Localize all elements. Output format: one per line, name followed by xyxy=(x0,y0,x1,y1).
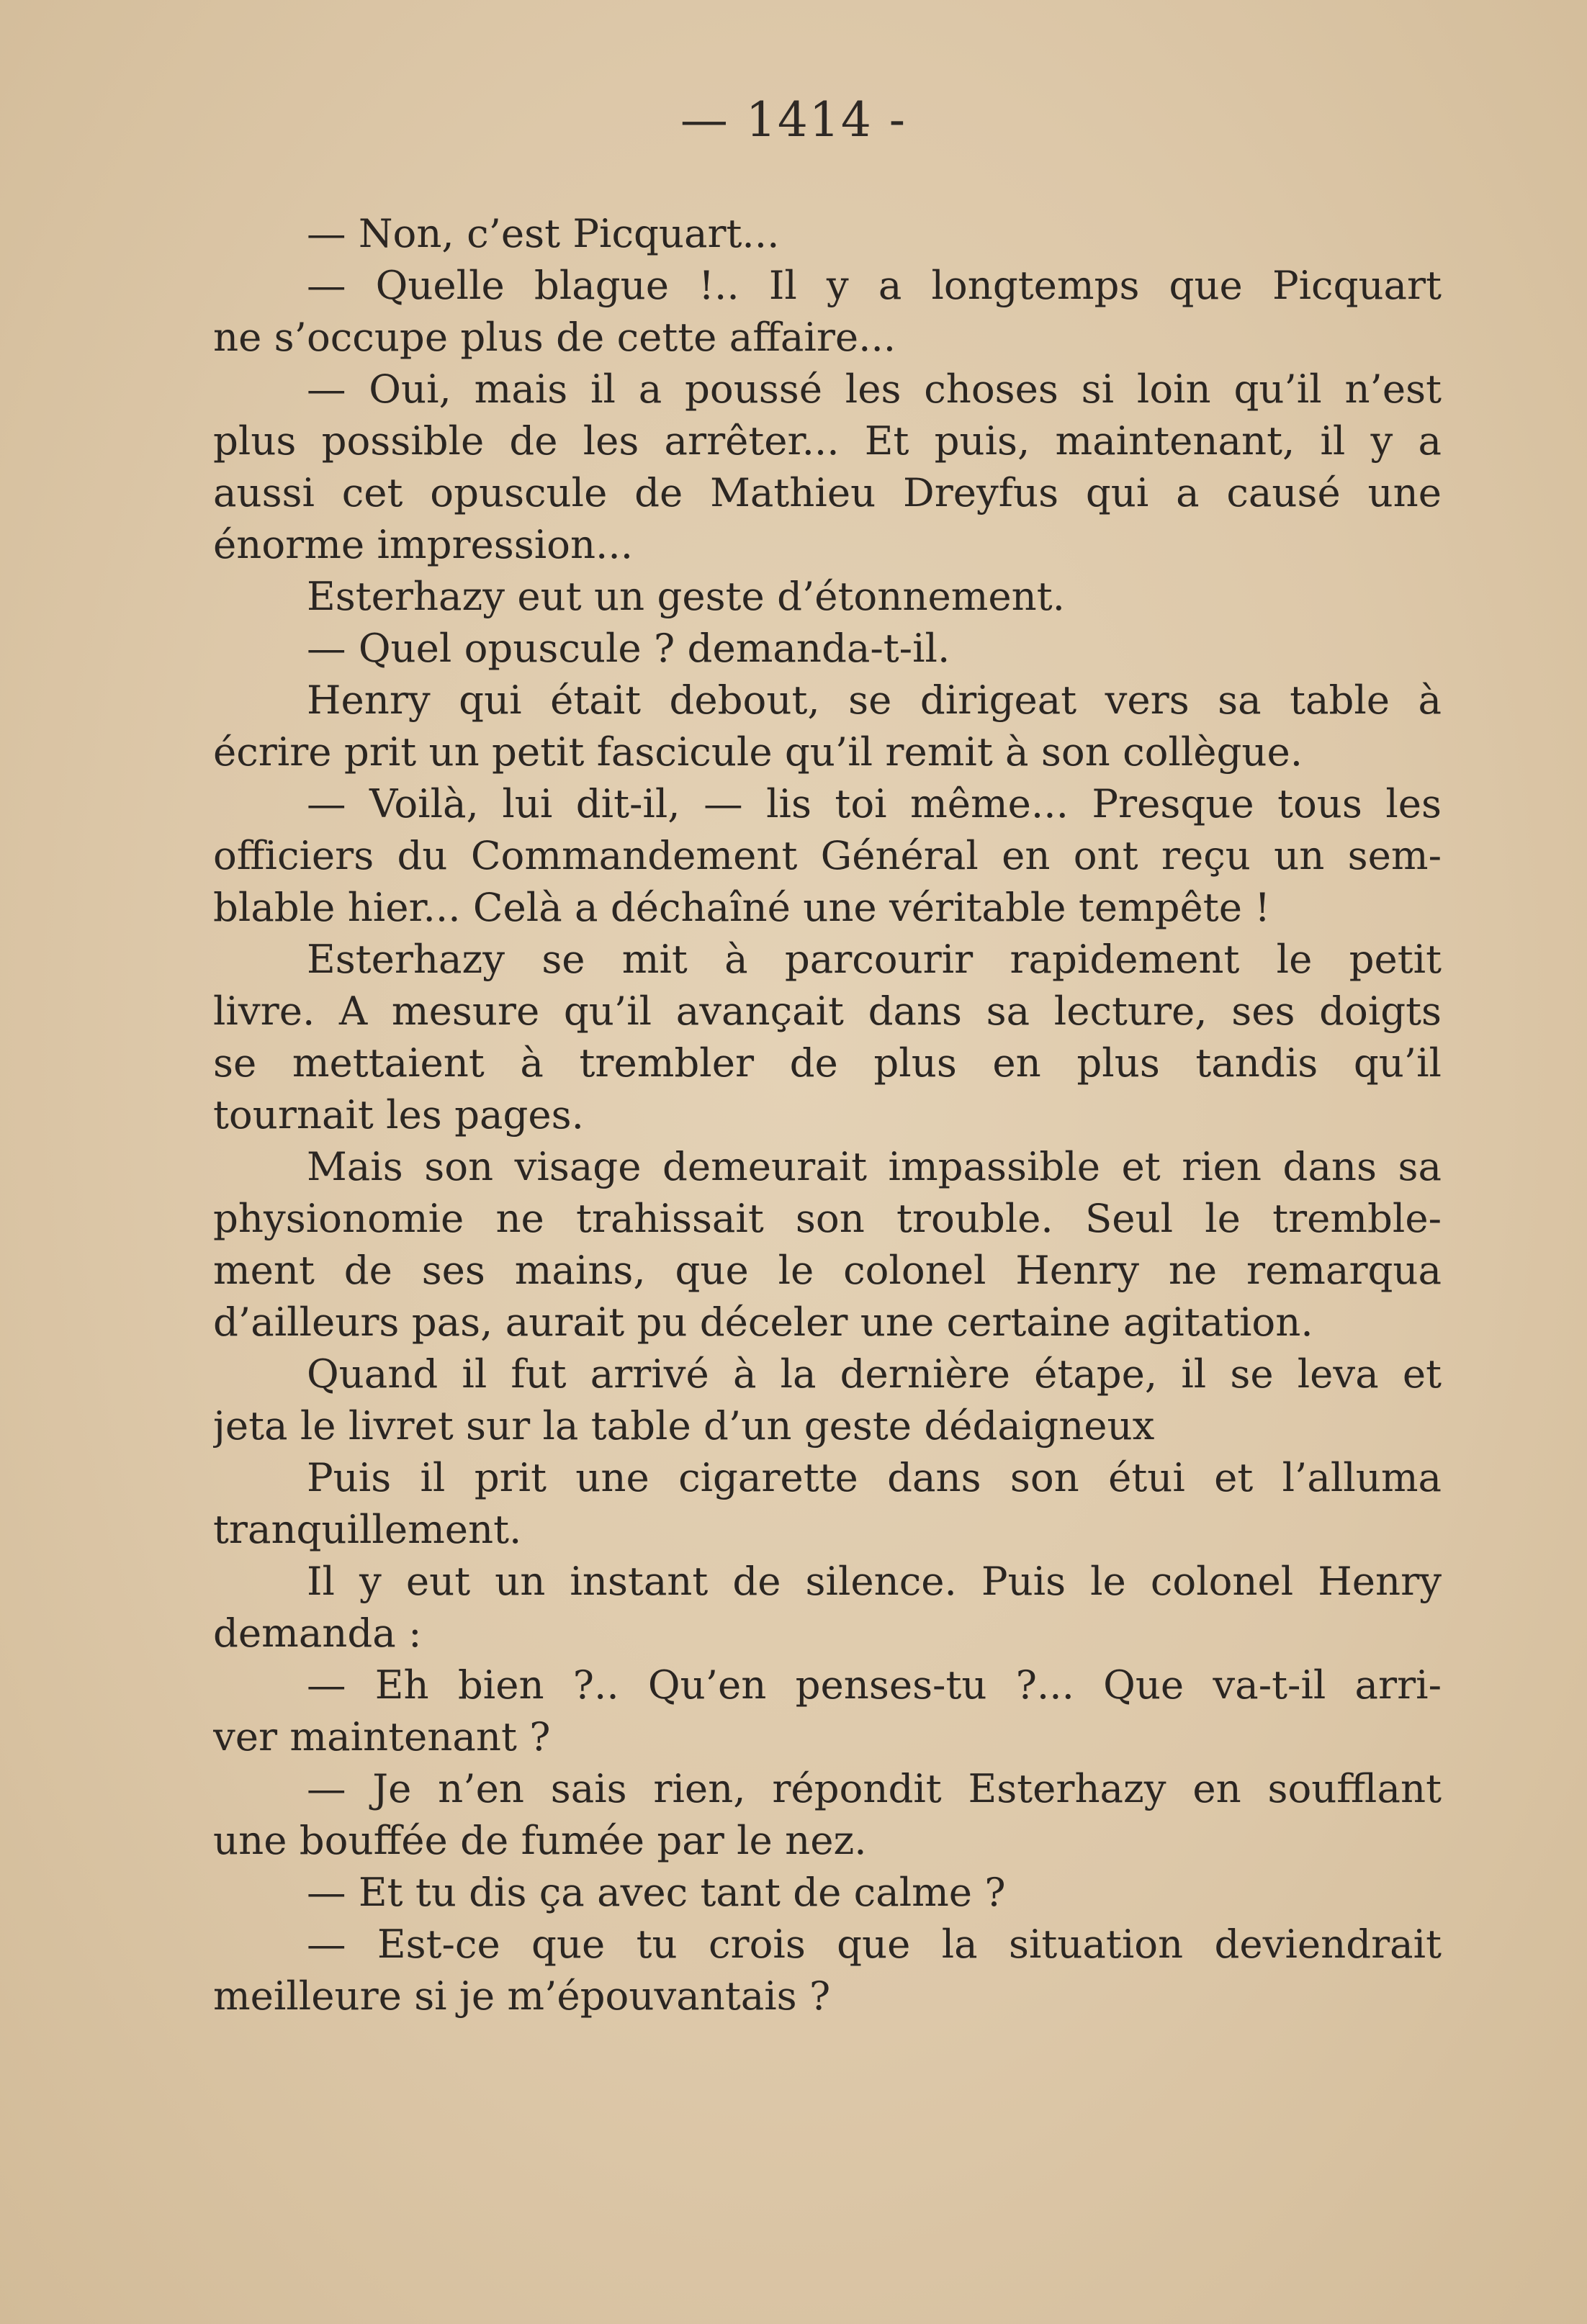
text-line: — Oui, mais il a poussé les choses si loin qu’il n’est xyxy=(307,366,1442,412)
text-line: — Je n’en sais rien, répondit Esterhazy en soufflant xyxy=(307,1765,1442,1811)
text-line: Quand il fut arrivé à la dernière étape, il se leva et xyxy=(307,1351,1442,1397)
text-line: tranquillement. xyxy=(213,1506,522,1552)
text-line: ne s’occupe plus de cette affaire... xyxy=(213,314,896,360)
text-line: — Quel opuscule ? demanda-t-il. xyxy=(307,625,950,671)
text-line: plus possible de les arrêter... Et puis, maintenant, il y a xyxy=(213,418,1442,464)
text-line: — Eh bien ?.. Qu’en penses-tu ?... Que va-t-il arri- xyxy=(307,1662,1442,1708)
text-line: d’ailleurs pas, aurait pu déceler une certaine agitation. xyxy=(213,1299,1313,1345)
text-line: — Quelle blague !.. Il y a longtemps que Picquart xyxy=(307,262,1442,308)
text-line: meilleure si je m’épouvantais ? xyxy=(213,1973,831,2019)
text-line: demanda : xyxy=(213,1610,422,1656)
text-line: aussi cet opuscule de Mathieu Dreyfus qui a causé une xyxy=(213,469,1442,515)
text-line: une bouffée de fumée par le nez. xyxy=(213,1817,867,1863)
text-line: Henry qui était debout, se dirigeat vers sa table à xyxy=(307,677,1442,723)
body-text xyxy=(213,207,1442,2022)
text-line: se mettaient à trembler de plus en plus tandis qu’il xyxy=(213,1040,1442,1086)
text-line: — Voilà, lui dit-il, — lis toi même... Presque tous les xyxy=(307,780,1442,827)
text-line: Esterhazy eut un geste d’étonnement. xyxy=(307,573,1065,619)
text-line: Il y eut un instant de silence. Puis le colonel Henry xyxy=(307,1558,1442,1604)
text-line: officiers du Commandement Général en ont reçu un sem- xyxy=(213,832,1442,878)
text-line: jeta le livret sur la table d’un geste dédaigneux xyxy=(213,1402,1155,1449)
text-line: Puis il prit une cigarette dans son étui et l’alluma xyxy=(307,1454,1442,1500)
text-line: livre. A mesure qu’il avançait dans sa lecture, ses doigts xyxy=(213,988,1442,1034)
text-line: blable hier... Celà a déchaîné une véritable tempête ! xyxy=(213,884,1271,930)
text-line: — Non, c’est Picquart... xyxy=(307,210,780,256)
text-line: ver maintenant ? xyxy=(213,1713,551,1760)
text-line: Esterhazy se mit à parcourir rapidement le petit xyxy=(307,936,1442,982)
text-line: physionomie ne trahissait son trouble. Seul le tremble- xyxy=(213,1195,1442,1241)
text-line: Mais son visage demeurait impassible et rien dans sa xyxy=(307,1143,1442,1189)
text-line: ment de ses mains, que le colonel Henry ne remarqua xyxy=(213,1247,1442,1293)
page-number: — 1414 - xyxy=(680,92,907,148)
text-line: — Est-ce que tu crois que la situation deviendrait xyxy=(307,1921,1442,1967)
text-line: — Et tu dis ça avec tant de calme ? xyxy=(307,1869,1006,1915)
text-line: tournait les pages. xyxy=(213,1091,584,1138)
text-line: énorme impression... xyxy=(213,521,634,567)
text-line: écrire prit un petit fascicule qu’il remit à son collègue. xyxy=(213,729,1303,775)
